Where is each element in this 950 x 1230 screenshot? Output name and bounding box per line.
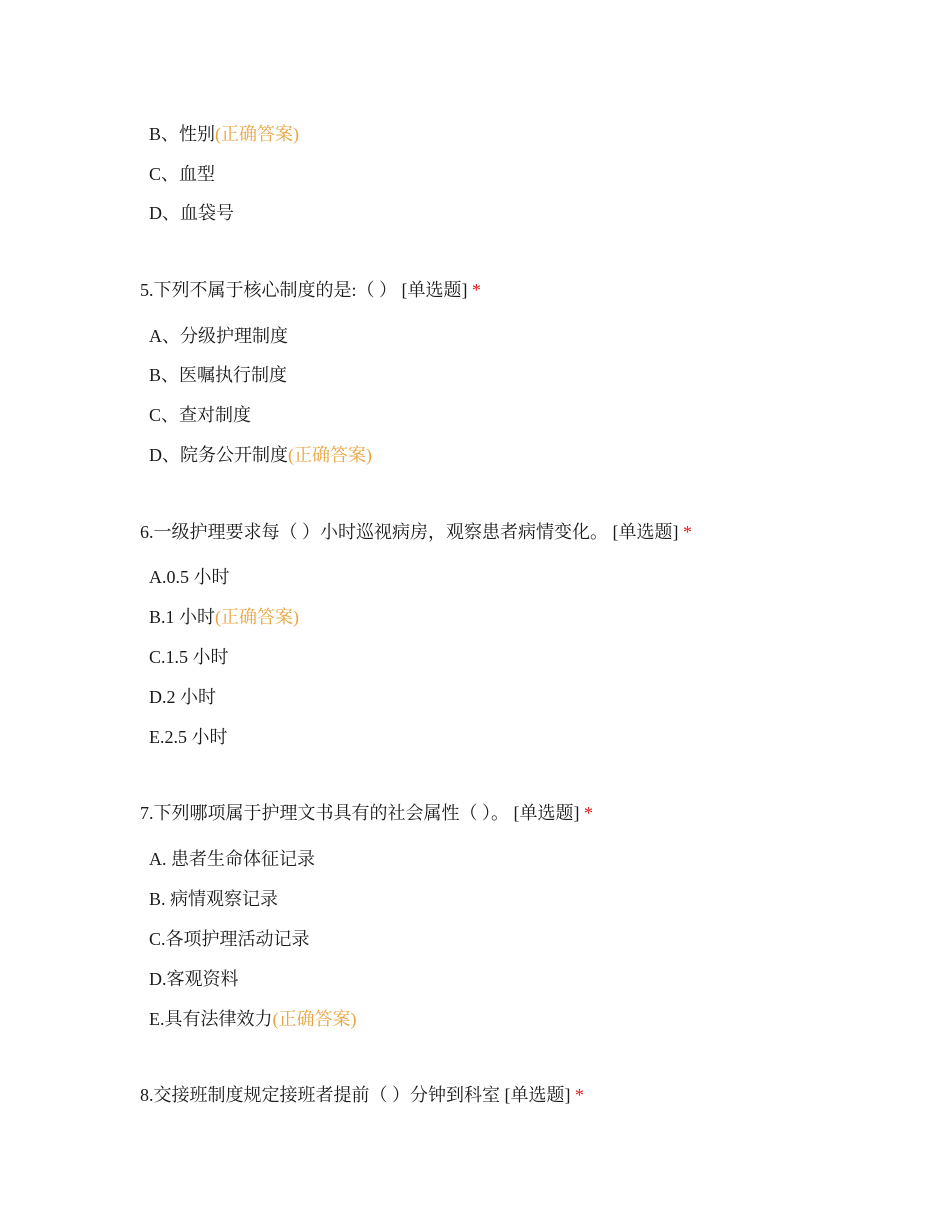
q6-option-d (149, 686, 216, 708)
option-text: A. 患者生命体征记录 (149, 849, 315, 869)
option-text: B.1 小时 (149, 607, 216, 627)
q6-option-b (149, 606, 299, 628)
q7-option-d (149, 968, 239, 990)
q5-option-c (149, 404, 251, 426)
q7-option-a (149, 848, 315, 870)
q5-option-b (149, 364, 287, 386)
question-text: 8.交接班制度规定接班者提前（ ）分钟到科室 [单选题] (140, 1085, 571, 1105)
option-text: C.1.5 小时 (149, 647, 229, 667)
correct-answer-marker: (正确答案) (288, 445, 372, 465)
correct-answer-marker: (正确答案) (272, 1009, 357, 1029)
q4-option-b (149, 123, 299, 145)
option-text: C、查对制度 (149, 405, 252, 425)
option-text: A.0.5 小时 (149, 567, 230, 587)
required-asterisk: * (683, 522, 692, 542)
correct-answer-marker: (正确答案) (215, 124, 300, 144)
q7-option-c (149, 928, 310, 950)
question-text: 6.一级护理要求每（ ）小时巡视病房，观察患者病情变化。 [单选题] (140, 522, 679, 542)
option-text: D、院务公开制度 (149, 445, 288, 465)
option-text: B. 病情观察记录 (149, 889, 279, 909)
question-7-title (140, 802, 593, 824)
q6-option-a (149, 566, 230, 588)
question-5-title (140, 279, 481, 301)
option-text: E.具有法律效力 (149, 1009, 273, 1029)
required-asterisk: * (575, 1085, 584, 1105)
option-text: D、血袋号 (149, 203, 234, 223)
option-text: D.2 小时 (149, 687, 216, 707)
q4-option-d (149, 202, 234, 224)
correct-answer-marker: (正确答案) (215, 607, 300, 627)
q7-option-e (149, 1008, 357, 1030)
option-text: C.各项护理活动记录 (149, 929, 310, 949)
q7-option-b (149, 888, 278, 910)
question-8-title (140, 1084, 584, 1106)
option-text: A、分级护理制度 (149, 326, 288, 346)
option-text: B、医嘱执行制度 (149, 365, 288, 385)
question-text: 5.下列不属于核心制度的是:（ ） [单选题] (140, 280, 468, 300)
q5-option-d (149, 444, 372, 466)
required-asterisk: * (472, 280, 481, 300)
option-text: B、性别 (149, 124, 216, 144)
option-text: D.客观资料 (149, 969, 239, 989)
q6-option-c (149, 646, 229, 668)
q4-option-c (149, 163, 215, 185)
required-asterisk: * (584, 803, 593, 823)
q6-option-e (149, 726, 228, 748)
option-text: C、血型 (149, 164, 216, 184)
question-6-title (140, 521, 692, 543)
option-text: E.2.5 小时 (149, 727, 228, 747)
q5-option-a (149, 325, 288, 347)
question-text: 7.下列哪项属于护理文书具有的社会属性（ ）。 [单选题] (140, 803, 580, 823)
